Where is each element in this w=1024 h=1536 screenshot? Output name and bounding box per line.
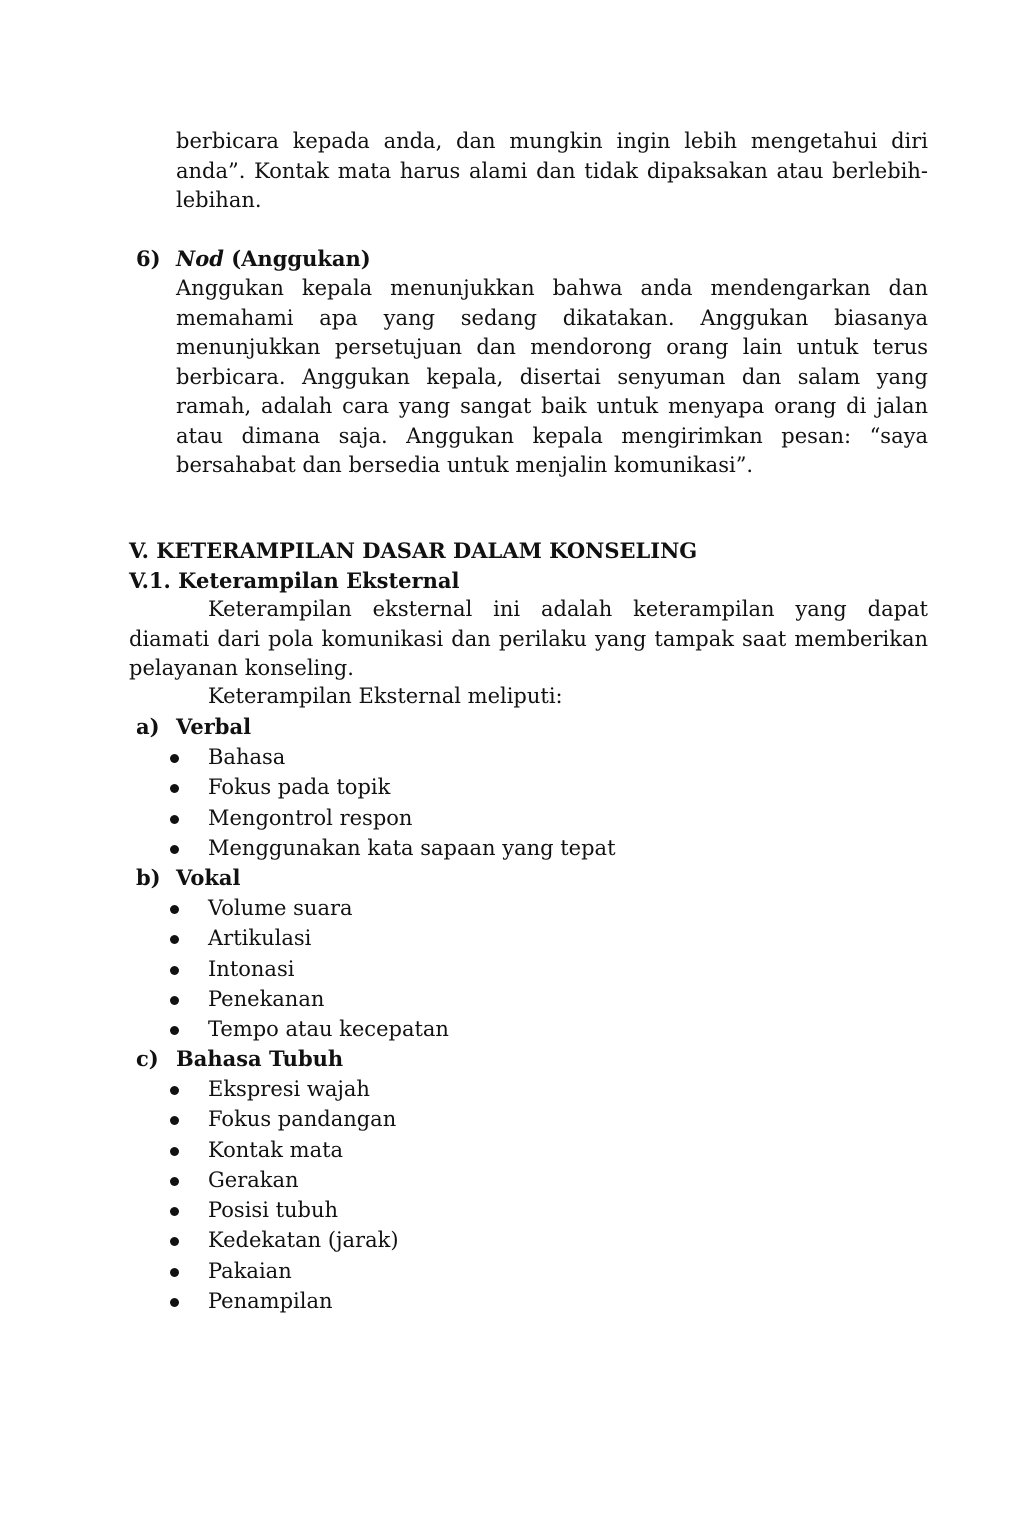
- list-item-text: Fokus pada topik: [208, 775, 391, 800]
- bullet-icon: [170, 784, 179, 793]
- list-item: [167, 1195, 399, 1225]
- item-6-term-gloss: (Anggukan): [231, 246, 371, 271]
- category-c-marker: c): [136, 1046, 159, 1071]
- list-item: [167, 1225, 399, 1255]
- bullet-icon: [170, 754, 179, 763]
- bullet-icon: [170, 1147, 179, 1156]
- category-a-list: [167, 742, 616, 863]
- list-item-text: Bahasa: [208, 745, 286, 769]
- continuation-paragraph: berbicara kepada anda, dan mungkin ingin lebih mengetahui diri anda”. Kontak mata harus alami dan tidak dipaksakan atau berlebih-lebihan.: [176, 129, 928, 212]
- list-item-text: Mengontrol respon: [208, 805, 413, 830]
- list-item-text: Ekspresi wajah: [208, 1077, 370, 1101]
- list-item-text: Pakaian: [208, 1258, 292, 1283]
- list-item-text: Penampilan: [208, 1289, 333, 1314]
- item-6-heading: [176, 244, 371, 274]
- bullet-icon: [170, 1177, 179, 1186]
- list-item: [167, 893, 449, 923]
- list-item: [167, 833, 616, 863]
- bullet-icon: [170, 966, 179, 975]
- list-item: [167, 1256, 399, 1286]
- intro-paragraph: Keterampilan eksternal ini adalah keterampilan yang dapat diamati dari pola komunikasi dan perilaku yang tampak saat memberikan pelayanan konseling.: [129, 597, 928, 680]
- bullet-icon: [170, 1116, 179, 1125]
- category-a-marker: a): [136, 714, 160, 739]
- list-item-text: Gerakan: [208, 1167, 299, 1192]
- bullet-icon: [170, 1237, 179, 1246]
- bullet-icon: [170, 996, 179, 1005]
- list-item: [167, 954, 449, 984]
- list-item: [167, 1104, 399, 1134]
- category-b-marker: b): [136, 865, 161, 890]
- bullet-icon: [170, 815, 179, 824]
- item-6-body: Anggukan kepala menunjukkan bahwa anda mendengarkan dan memahami apa yang sedang dikatakan. Anggukan biasanya menunjukkan persetujuan dan mendorong orang lain untuk terus berbicara. Anggukan kepala, disertai senyuman dan salam yang ramah, adalah cara yang sangat baik untuk menyapa orang di jalan atau dimana saja. Anggukan kepala mengirimkan pesan: “saya bersahabat dan bersedia untuk menjalin komunikasi”.: [176, 276, 928, 477]
- list-item: [167, 1014, 449, 1044]
- list-item: [167, 1074, 399, 1104]
- bullet-icon: [170, 1268, 179, 1277]
- list-item-text: Artikulasi: [208, 926, 312, 951]
- list-item: [167, 1286, 399, 1316]
- bullet-icon: [170, 935, 179, 944]
- list-item-text: Penekanan: [208, 986, 325, 1011]
- category-b-list: [167, 893, 449, 1044]
- list-item: [167, 803, 616, 833]
- list-item-text: Kontak mata: [208, 1137, 344, 1162]
- list-item-text: Menggunakan kata sapaan yang tepat: [208, 835, 616, 860]
- list-item: [167, 1135, 399, 1165]
- item-6-term: Nod: [176, 246, 224, 271]
- bullet-icon: [170, 1086, 179, 1095]
- list-item-text: Kedekatan (jarak): [208, 1228, 399, 1253]
- bullet-icon: [170, 905, 179, 914]
- intro-list-lead: Keterampilan Eksternal meliputi:: [208, 684, 563, 708]
- bullet-icon: [170, 1207, 179, 1216]
- list-item: [167, 984, 449, 1014]
- list-item: [167, 772, 616, 802]
- list-item: [167, 742, 616, 772]
- list-item: [167, 1165, 399, 1195]
- category-c-label: Bahasa Tubuh: [176, 1046, 344, 1071]
- list-item-text: Posisi tubuh: [208, 1198, 339, 1223]
- section-title: V. KETERAMPILAN DASAR DALAM KONSELING: [129, 538, 698, 563]
- list-item: [167, 923, 449, 953]
- list-item-text: Intonasi: [208, 956, 295, 981]
- list-item-text: Tempo atau kecepatan: [208, 1017, 449, 1042]
- category-a-label: Verbal: [176, 714, 252, 739]
- item-6-marker: 6): [136, 246, 161, 271]
- subsection-title: V.1. Keterampilan Eksternal: [129, 568, 460, 593]
- bullet-icon: [170, 1026, 179, 1035]
- bullet-icon: [170, 1298, 179, 1307]
- category-b-label: Vokal: [176, 865, 241, 890]
- list-item-text: Volume suara: [208, 896, 353, 920]
- list-item-text: Fokus pandangan: [208, 1107, 397, 1132]
- category-c-list: [167, 1074, 399, 1316]
- bullet-icon: [170, 845, 179, 854]
